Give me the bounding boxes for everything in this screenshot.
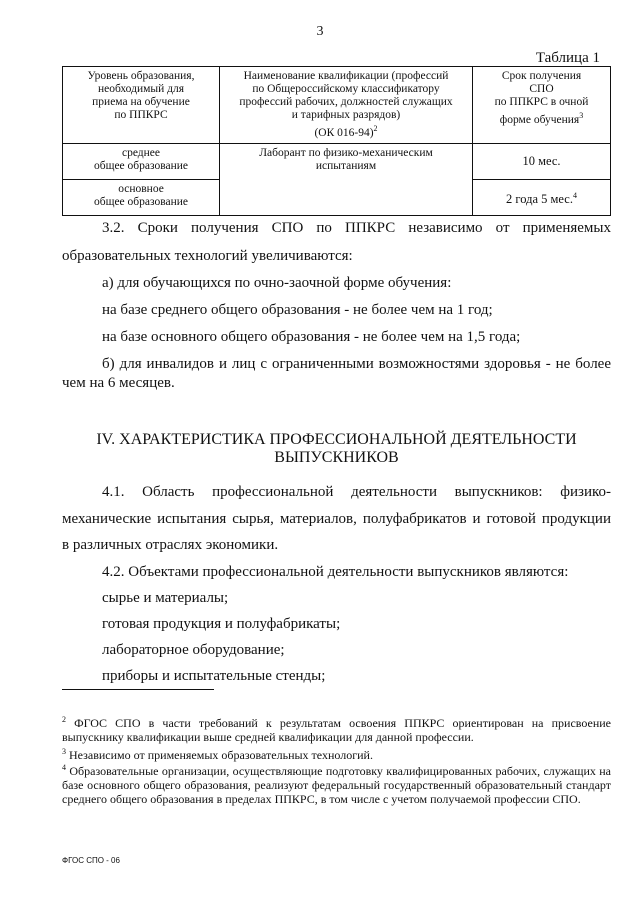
table-header-row: [63, 67, 611, 144]
footnote-3: $^3$ Независимо от применяемых образовательных технологий.: [62, 747, 373, 762]
list-item: готовая продукция и полуфабрикаты;: [102, 616, 341, 632]
paragraph-3-2-line1: 3.2. Сроки получения СПО по ППКРС независимо от применяемых: [102, 220, 611, 236]
paragraph-b-line1: б) для инвалидов и лиц с ограниченными возможностями здоровья - не более: [102, 356, 611, 372]
header-term: Срок получения СПО по ППКРС в очной форме обучения$^3$: [473, 67, 611, 144]
cell-level: основное общее образование: [63, 179, 220, 215]
cell-term: 2 года 5 мес.$^4$: [473, 179, 611, 215]
paragraph-secondary-base: на базе среднего общего образования - не более чем на 1 год;: [102, 302, 493, 318]
document-footer: ФГОС СПО - 06: [62, 856, 120, 865]
qualification-table: [62, 66, 611, 216]
paragraph-3-2-line2: образовательных технологий увеличиваются:: [62, 248, 353, 264]
cell-term: 10 мес.: [473, 143, 611, 179]
section-heading: IV. ХАРАКТЕРИСТИКА ПРОФЕССИОНАЛЬНОЙ ДЕЯТЕЛЬНОСТИ ВЫПУСКНИКОВ: [96, 431, 577, 466]
paragraph-4-1-line2: механические испытания сырья, материалов, полуфабрикатов и готовой продукции: [62, 511, 611, 527]
list-item: приборы и испытательные стенды;: [102, 668, 326, 684]
footnote-separator: [62, 689, 214, 690]
paragraph-b-line2: чем на 6 месяцев.: [62, 375, 175, 391]
paragraph-4-1-line3: в различных отраслях экономики.: [62, 537, 279, 553]
table-label: Таблица 1: [535, 50, 600, 66]
header-level: Уровень образования, необходимый для приема на обучение по ППКРС: [63, 67, 220, 144]
list-item: лабораторное оборудование;: [102, 642, 285, 658]
paragraph-4-2: 4.2. Объектами профессиональной деятельности выпускников являются:: [102, 564, 569, 580]
paragraph-basic-base: на базе основного общего образования - не более чем на 1,5 года;: [102, 329, 521, 345]
footnote-4: $^4$ Образовательные организации, осуществляющие подготовку квалифицированных рабочих, служащих на базе основного общего образования, реализуют федеральный государственный образовательный стандарт среднего общего образования в пределах ППКРС, в том числе с учетом получаемой профессии СПО.: [62, 763, 612, 806]
list-item: сырье и материалы;: [102, 590, 229, 606]
cell-level: среднее общее образование: [63, 143, 220, 179]
table-row: [63, 143, 611, 179]
header-qualification: Наименование квалификации (профессий по Общероссийскому классификатору профессий рабочих, должностей служащих и тарифных разрядов) (ОК 016-94)$^2$: [220, 67, 473, 144]
page-number: 3: [316, 24, 324, 39]
footnote-2: $^2$ ФГОС СПО в части требований к результатам освоения ППКРС ориентирован на присвоение выпускнику квалификации выше средней квалификации для данной профессии.: [62, 715, 612, 744]
cell-qualification: Лаборант по физико-механическим испытаниям: [220, 143, 473, 215]
paragraph-4-1-line1: 4.1. Область профессиональной деятельности выпускников: физико-: [102, 484, 611, 500]
paragraph-a: а) для обучающихся по очно-заочной форме обучения:: [102, 275, 452, 291]
